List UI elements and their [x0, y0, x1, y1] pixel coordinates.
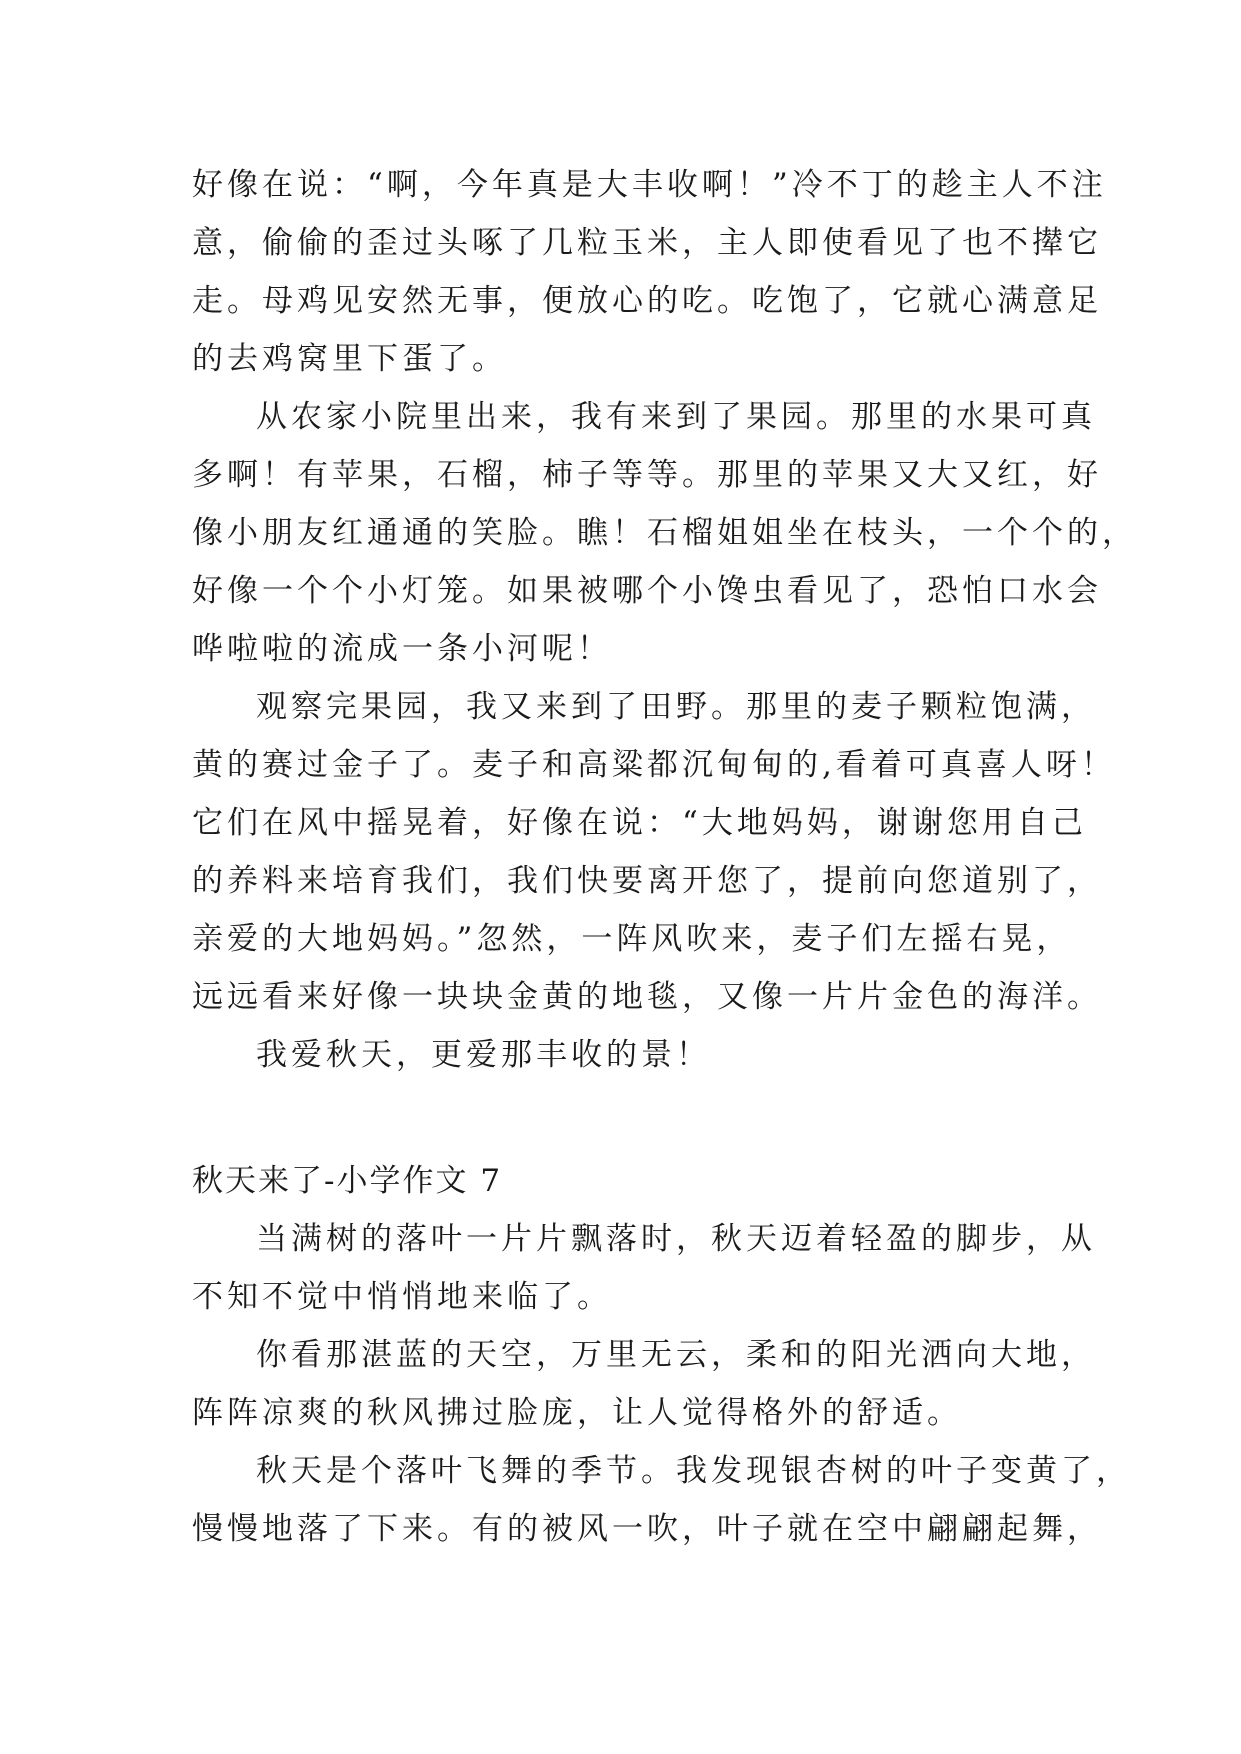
paragraph-start: 秋天是个落叶飞舞的季节。我发现银杏树的叶子变黄了，	[256, 1453, 1131, 1489]
text-line: 走。母鸡见安然无事，便放心的吃。吃饱了，它就心满意足	[192, 283, 1102, 319]
text-line: 像小朋友红通通的笑脸。瞧！石榴姐姐坐在枝头，一个个的，	[192, 515, 1137, 551]
text-line: 好像一个个小灯笼。如果被哪个小馋虫看见了，恐怕口水会	[192, 573, 1102, 609]
text-line: 的去鸡窝里下蛋了。	[192, 341, 507, 377]
text-line: 它们在风中摇晃着，好像在说：“大地妈妈，谢谢您用自己	[192, 805, 1087, 841]
text-line: 哗啦啦的流成一条小河呢！	[192, 631, 612, 667]
text-line: 的养料来培育我们，我们快要离开您了，提前向您道别了，	[192, 863, 1102, 899]
paragraph-start: 你看那湛蓝的天空，万里无云，柔和的阳光洒向大地，	[256, 1337, 1096, 1373]
text-line: 意，偷偷的歪过头啄了几粒玉米，主人即使看见了也不撵它	[192, 225, 1102, 261]
paragraph-start: 当满树的落叶一片片飘落时，秋天迈着轻盈的脚步，从	[256, 1221, 1096, 1257]
paragraph-start: 我爱秋天，更爱那丰收的景！	[256, 1037, 711, 1073]
text-line: 阵阵凉爽的秋风拂过脸庞，让人觉得格外的舒适。	[192, 1395, 962, 1431]
text-line: 不知不觉中悄悄地来临了。	[192, 1279, 612, 1315]
text-line: 黄的赛过金子了。麦子和高粱都沉甸甸的,看着可真喜人呀！	[192, 747, 1116, 783]
text-line: 慢慢地落了下来。有的被风一吹，叶子就在空中翩翩起舞，	[192, 1511, 1102, 1547]
paragraph-start: 从农家小院里出来，我有来到了果园。那里的水果可真	[256, 399, 1096, 435]
text-line: 多啊！有苹果，石榴，柿子等等。那里的苹果又大又红，好	[192, 457, 1102, 493]
text-line: 好像在说：“啊，今年真是大丰收啊！”冷不丁的趁主人不注	[192, 167, 1107, 203]
paragraph-start: 观察完果园，我又来到了田野。那里的麦子颗粒饱满，	[256, 689, 1096, 725]
section-title: 秋天来了-小学作文 7	[192, 1163, 503, 1199]
text-line: 亲爱的大地妈妈。”忽然，一阵风吹来，麦子们左摇右晃，	[192, 921, 1072, 957]
text-line: 远远看来好像一块块金黄的地毯，又像一片片金色的海洋。	[192, 979, 1102, 1015]
